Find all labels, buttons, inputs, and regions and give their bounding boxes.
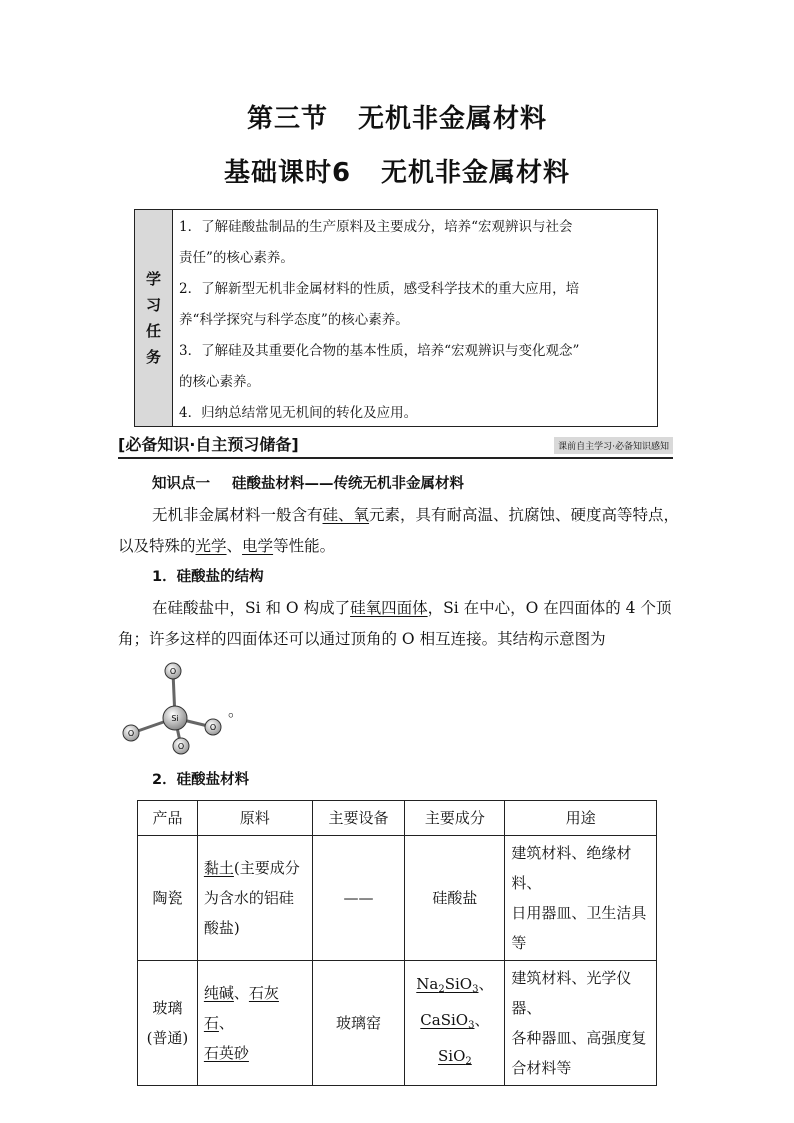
text: 、 [474,1011,490,1029]
text: 等性能。 [273,537,336,555]
underlined-answer: 电学 [242,537,274,555]
learning-tasks-box [134,209,658,427]
subheading-structure: 1．硅酸盐的结构 [152,569,264,585]
text: 等 [511,934,527,952]
formula-na2sio3: $Na_2SiO_3$ [416,975,479,995]
oxygen-atom [205,719,221,735]
cell-product: 陶瓷 [138,836,198,961]
text: 为含水的铝硅 [203,889,294,907]
task-line: 1．了解硅酸盐制品的生产原料及主要成分，培养“宏观辨识与社会 [179,219,573,235]
underlined-answer: 纯碱 [203,984,234,1002]
title-part2: 无机非金属材料 [358,104,548,134]
underlined-answer: 硅氧四面体 [350,599,428,617]
text: 建筑材料、绝缘材料、 [511,844,632,892]
svg-text:O: O [169,667,177,676]
cell-raw [197,836,312,961]
text: (普通) [146,1029,189,1047]
subheading-materials: 2．硅酸盐材料 [152,772,250,788]
si-o-tetrahedron-diagram [118,660,238,760]
text: 在硅酸盐中，Si 和 O 构成了 [152,599,351,617]
cell-use [505,836,657,961]
oxygen-atom [165,663,181,679]
underlined-answer: 石灰石 [203,984,279,1032]
side-char: 务 [145,348,161,366]
period-mark: 。 [228,702,244,720]
underlined-answer: 石英砂 [203,1044,249,1062]
formula-sio2: SiO$_2$ [438,1047,472,1067]
task-line: 养“科学探究与科学态度”的核心素养。 [179,312,409,328]
cell-use [505,961,657,1086]
paragraph-line [152,597,671,619]
table-header-cell: 原料 [197,801,312,836]
cell-raw [197,961,312,1086]
table-header-cell: 主要成分 [405,801,505,836]
side-char: 习 [145,296,161,314]
formula-casio3: CaSiO$_3$ [420,1011,475,1031]
paragraph-line: 角；许多这样的四面体还可以通过顶角的 O 相互连接。其结构示意图为 [118,630,606,648]
section-title: [必备知识·自主预习储备] [118,435,299,454]
heading-number: 知识点一 [152,476,210,492]
side-char: 任 [145,322,161,340]
table-header-cell: 用途 [505,801,657,836]
cell-equipment: 玻璃窑 [312,961,405,1086]
cell-equipment: —— [312,836,405,961]
heading-topic: 硅酸盐材料——传统无机非金属材料 [232,476,464,492]
tasks-side-label [135,210,173,426]
task-line: 的核心素养。 [179,374,260,390]
side-char: 学 [145,270,161,288]
text: 以及特殊的 [118,537,196,555]
task-line: 2．了解新型无机非金属材料的性质，感受科学技术的重大应用，培 [179,281,580,297]
underlined-answer: 黏土 [203,859,234,877]
svg-text:O: O [209,723,217,732]
page-title [0,98,794,135]
table-header-cell: 产品 [138,801,198,836]
paragraph-line [118,535,335,557]
silicon-atom [163,706,187,730]
paragraph-line [152,504,679,526]
knowledge-heading [152,473,464,495]
svg-text:O: O [127,729,135,738]
table-row [138,961,657,1086]
subtitle-part2: 无机非金属材料 [381,158,571,188]
cell-component: 硅酸盐 [405,836,505,961]
task-line: 3．了解硅及其重要化合物的基本性质，培养“宏观辨识与变化观念” [179,343,580,359]
text: 酸盐) [203,919,240,937]
silicate-materials-table [137,800,657,1086]
tasks-list [179,212,651,429]
text: 建筑材料、光学仪器、 [511,969,632,1017]
text: 、 [478,975,494,993]
text: 元素，具有耐高温、抗腐蚀、硬度高等特点， [369,506,680,524]
text: (主要成分 [233,859,300,877]
text: 、 [218,1014,234,1032]
text: 、 [226,537,243,555]
text: 、 [233,984,249,1002]
table-header-row [138,801,657,836]
oxygen-atom [173,738,189,754]
table-header-cell: 主要设备 [312,801,405,836]
title-part1: 第三节 [246,104,328,134]
cell-component [405,961,505,1086]
text: 合材料等 [511,1059,572,1077]
svg-text:Si: Si [171,714,179,723]
subtitle-part1: 基础课时6 [223,158,352,188]
task-line: 4．归纳总结常见无机间的转化及应用。 [179,405,418,421]
cell-product [138,961,198,1086]
section-header [118,431,673,459]
text: 日用器皿、卫生洁具 [511,904,647,922]
page-subtitle [0,152,794,189]
task-line: 责任”的核心素养。 [179,250,294,266]
oxygen-atom [123,725,139,741]
text: 各种器皿、高强度复 [511,1029,647,1047]
table-row [138,836,657,961]
underlined-answer: 光学 [195,537,227,555]
text: ，Si 在中心，O 在四面体的 4 个顶 [427,599,672,617]
underlined-answer: 硅、氧 [322,506,370,524]
text: 无机非金属材料一般含有 [152,506,323,524]
section-tag: 课前自主学习·必备知识感知 [554,437,673,454]
text: 玻璃 [152,999,183,1017]
svg-text:O: O [177,742,185,751]
